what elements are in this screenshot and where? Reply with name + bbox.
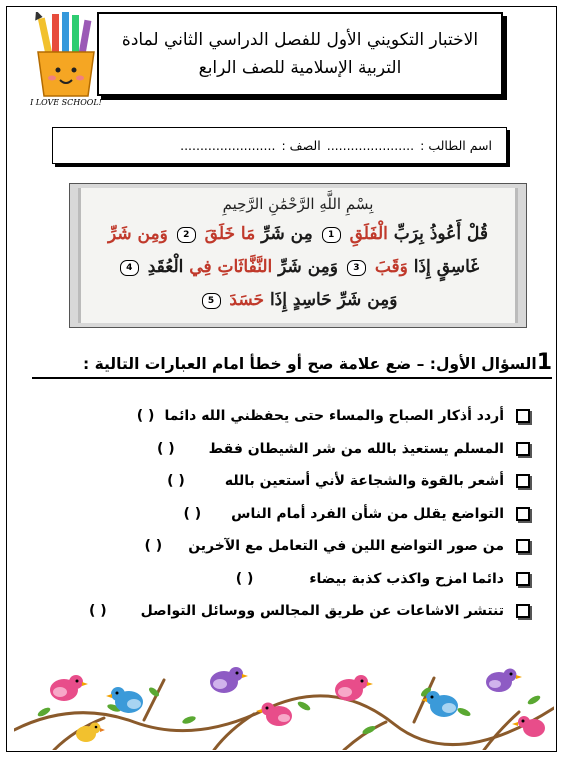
- title-line-1: الاختبار التكويني الأول للفصل الدراسي الثاني لمادة: [121, 30, 479, 50]
- verse-text: مَا خَلَقَ: [204, 224, 256, 244]
- question-1-heading: [32, 352, 552, 379]
- checkbox[interactable]: [516, 442, 530, 456]
- answer-blank[interactable]: ( ): [88, 603, 107, 620]
- class-label: الصف :: [281, 138, 321, 153]
- true-false-list: [60, 400, 530, 628]
- title-line-2: التربية الإسلامية للصف الرابع: [198, 58, 402, 78]
- verse-text: الْعُقَدِ: [147, 257, 184, 277]
- list-item: [60, 563, 530, 596]
- class-blank[interactable]: ........................: [180, 138, 276, 153]
- student-info-box: [52, 127, 507, 164]
- statement-text: المسلم يستعيذ بالله من شر الشيطان فقط: [208, 440, 504, 457]
- verse-text: وَمِن شَرِّ: [278, 257, 338, 277]
- checkbox[interactable]: [516, 572, 530, 586]
- verse-text: غَاسِقٍ إِذَا: [413, 257, 480, 277]
- page-frame: [6, 6, 557, 752]
- answer-blank[interactable]: ( ): [167, 473, 185, 490]
- answer-blank[interactable]: ( ): [235, 570, 254, 587]
- list-item: [60, 400, 530, 433]
- question-heading-text: السؤال الأول: – ضع علامة صح أو خطأ امام العبارات التالية :: [82, 355, 537, 373]
- logo-caption: I LOVE SCHOOL!: [30, 98, 102, 107]
- checkbox[interactable]: [516, 474, 530, 488]
- verse-line-1: [81, 218, 515, 251]
- question-number: 1: [536, 350, 552, 375]
- list-item: [60, 595, 530, 628]
- ayah-number: 1: [322, 227, 341, 243]
- answer-blank[interactable]: ( ): [183, 505, 202, 522]
- answer-blank[interactable]: ( ): [156, 440, 175, 457]
- checkbox[interactable]: [516, 409, 530, 423]
- list-item: [60, 530, 530, 563]
- statement-text: أشعر بالقوة والشجاعة لأني أستعين بالله: [224, 473, 504, 490]
- student-name-blank[interactable]: ......................: [326, 138, 415, 153]
- list-item: [60, 498, 530, 531]
- statement-text: تنتشر الاشاعات عن طريق المجالس ووسائل التواصل: [140, 603, 504, 620]
- answer-blank[interactable]: ( ): [144, 538, 163, 555]
- statement-text: من صور التواضع اللين في التعامل مع الآخرين: [188, 538, 504, 555]
- verse-text: النَّفَّاثَاتِ فِي: [189, 257, 273, 277]
- checkbox[interactable]: [516, 604, 530, 618]
- verse-text: مِن شَرِّ: [261, 224, 313, 244]
- ayah-number: 2: [177, 227, 196, 243]
- pencil-cup-logo: [28, 12, 104, 112]
- verse-text: حَاسِدٍ إِذَا: [269, 290, 332, 310]
- answer-blank[interactable]: ( ): [136, 408, 155, 425]
- basmala: بِسْمِ اللَّهِ الرَّحْمَٰنِ الرَّحِيمِ: [222, 195, 374, 213]
- ayah-number: 4: [120, 260, 139, 276]
- verse-text: حَسَدَ: [229, 290, 265, 310]
- ayah-number: 3: [347, 260, 366, 276]
- student-name-label: اسم الطالب :: [420, 138, 492, 153]
- list-item: [60, 465, 530, 498]
- verse-text: الْفَلَقِ: [349, 224, 388, 244]
- pencil-cup-icon: [28, 12, 104, 102]
- checkbox[interactable]: [516, 539, 530, 553]
- statement-text: التواضع يقلل من شأن الفرد أمام الناس: [231, 505, 504, 522]
- verse-text: وَمِن شَرِّ: [337, 290, 398, 310]
- ayah-number: 5: [202, 293, 221, 309]
- surah-text: [78, 188, 518, 323]
- statement-text: دائما امزح واكذب كذبة بيضاء: [309, 570, 504, 587]
- statement-text: أردد أذكار الصباح والمساء حتى يحفظني الله دائما: [164, 408, 504, 425]
- verse-text: وَقَبَ: [374, 257, 408, 277]
- title-box: [97, 12, 503, 96]
- birds-on-branches-icon: [14, 660, 554, 750]
- verse-line-3: [81, 284, 515, 317]
- birds-decoration: [14, 660, 554, 750]
- checkbox[interactable]: [516, 507, 530, 521]
- list-item: [60, 433, 530, 466]
- verse-text: وَمِن شَرِّ: [108, 224, 168, 244]
- verse-line-2: [81, 251, 515, 284]
- surah-falaq-box: [69, 183, 527, 328]
- verse-text: قُلْ أَعُوذُ بِرَبِّ: [393, 224, 488, 244]
